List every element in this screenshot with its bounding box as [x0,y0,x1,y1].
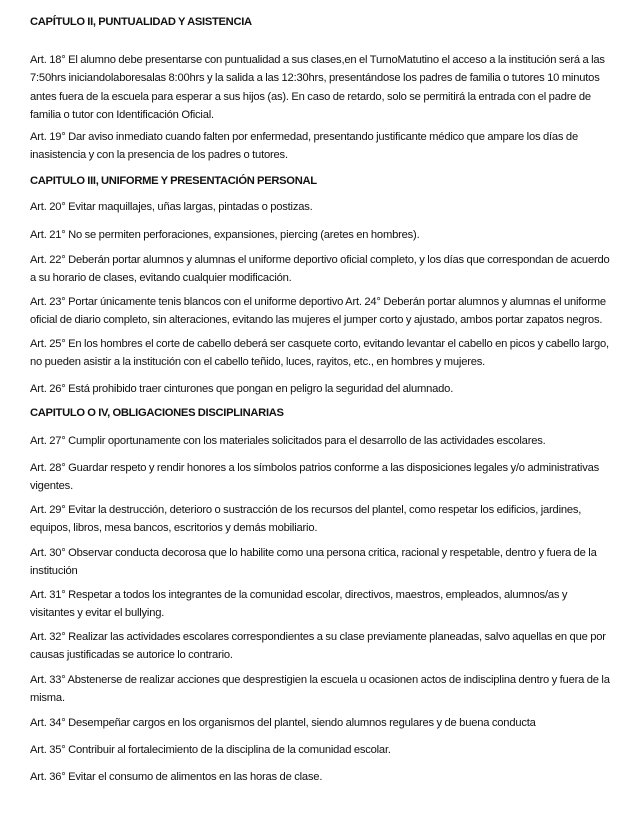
chapter-heading: CAPITULO III, UNIFORME Y PRESENTACIÓN PERSONAL [30,175,317,187]
article-paragraph: Art. 22° Deberán portar alumnos y alumnas el uniforme deportivo oficial completo, y los días que correspondan de acuerdo a su horario de clases, evitando cualquier modificación. [30,254,610,285]
article-paragraph: Art. 31° Respetar a todos los integrantes de la comunidad escolar, directivos, maestros, empleados, alumnos/as y visitantes y evitar el bullying. [30,589,568,620]
article-paragraph: Art. 20° Evitar maquillajes, uñas largas, pintadas o postizas. [30,201,313,213]
article-paragraph: Art. 33° Abstenerse de realizar acciones que desprestigien la escuela u ocasionen actos de indisciplina dentro y fuera de la misma. [30,674,610,705]
article-paragraph: Art. 18° El alumno debe presentarse con puntualidad a sus clases,en el TurnoMatutino el acceso a la institución será a las 7:50hrs iniciandolaboresalas 8:00hrs y la salida a las 12:30hrs, presentándose los padres de familia o tutores 10 minutos antes fuera de la escuela para esperar a sus hijos (as). En caso de retardo, solo se permitirá la entrada con el padre de familia o tutor con Identificación Oficial. [30,54,605,122]
article-paragraph: Art. 36° Evitar el consumo de alimentos en las horas de clase. [30,771,323,783]
chapter-heading: CAPITULO O IV, OBLIGACIONES DISCIPLINARIAS [30,407,284,419]
article-paragraph: Art. 30° Observar conducta decorosa que lo habilite como una persona critica, racional y respetable, dentro y fuera de la institución [30,547,597,578]
article-paragraph: Art. 29° Evitar la destrucción, deterioro o sustracción de los recursos del plantel, como respetar los edificios, jardines, equipos, libros, mesa bancos, escritorios y demás mobiliario. [30,504,582,535]
chapter-heading: CAPÍTULO II, PUNTUALIDAD Y ASISTENCIA [30,16,252,28]
article-paragraph: Art. 28° Guardar respeto y rendir honores a los símbolos patrios conforme a las disposiciones legales y/o administrativas vigentes. [30,462,600,493]
article-paragraph: Art. 21° No se permiten perforaciones, expansiones, piercing (aretes en hombres). [30,229,420,241]
article-paragraph: Art. 19° Dar aviso inmediato cuando falten por enfermedad, presentando justificante médico que ampare los días de inasistencia y con la presencia de los padres o tutores. [30,131,578,162]
article-paragraph: Art. 27° Cumplir oportunamente con los materiales solicitados para el desarrollo de las actividades escolares. [30,435,546,447]
article-paragraph: Art. 25° En los hombres el corte de cabello deberá ser casquete corto, evitando levantar el cabello en picos y cabello largo, no pueden asistir a la institución con el cabello teñido, luces, rayitos, etc., en hombres y mujeres. [30,338,609,369]
article-paragraph: Art. 32° Realizar las actividades escolares correspondientes a su clase previamente planeadas, salvo aquellas en que por causas justificadas se autorice lo contrario. [30,631,606,662]
article-paragraph: Art. 34° Desempeñar cargos en los organismos del plantel, siendo alumnos regulares y de buena conducta [30,717,536,729]
article-paragraph: Art. 26° Está prohibido traer cinturones que pongan en peligro la seguridad del alumnado. [30,383,454,395]
article-paragraph: Art. 35° Contribuir al fortalecimiento de la disciplina de la comunidad escolar. [30,744,391,756]
article-paragraph: Art. 23° Portar únicamente tenis blancos con el uniforme deportivo Art. 24° Deberán portar alumnos y alumnas el uniforme oficial de diario completo, sin alteraciones, evitando las mujeres el jumper corto y ajustado, ambos portar zapatos negros. [30,296,606,327]
